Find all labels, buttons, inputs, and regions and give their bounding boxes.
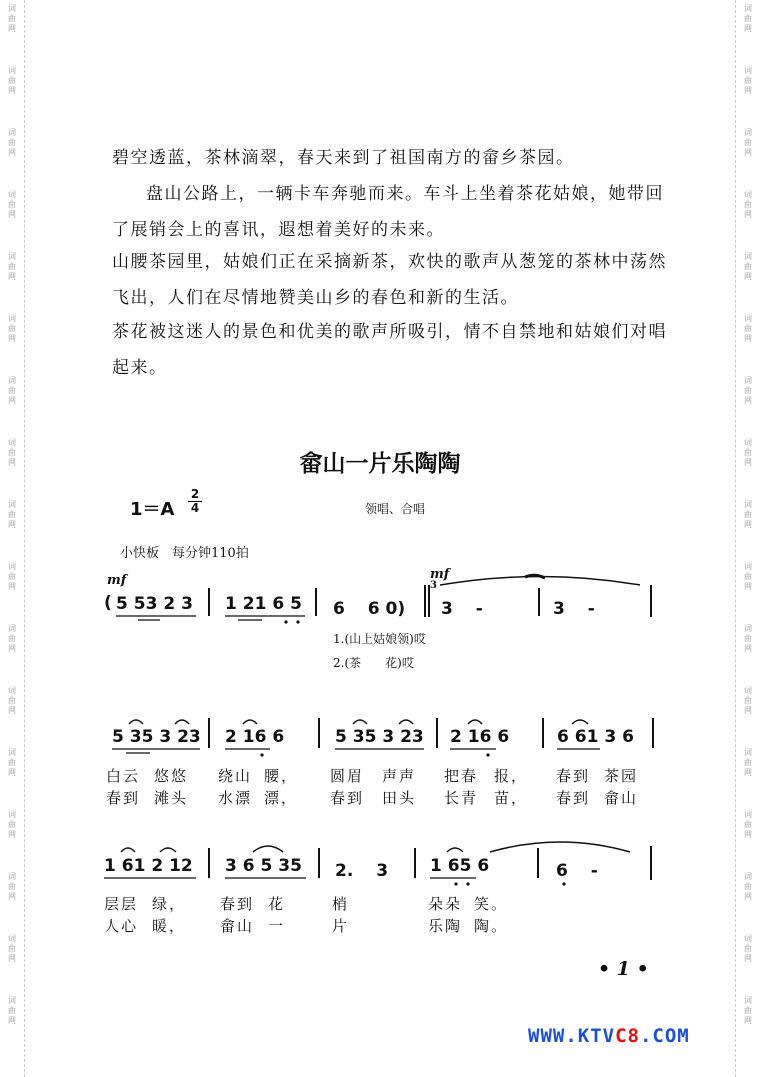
watermark-mark: 词 曲 网 (744, 314, 752, 343)
time-signature-top: 2 (188, 488, 202, 502)
watermark-mark: 词 曲 网 (8, 190, 16, 219)
measure-2-3: 5 35 3 23 (335, 727, 424, 747)
watermark-mark: 词 曲 网 (8, 252, 16, 281)
slur-arc (253, 846, 283, 852)
site-watermark-accent: C8 (615, 1025, 640, 1047)
watermark-mark: 词 曲 网 (8, 376, 16, 405)
lyric-3-2-2: 暖， (152, 917, 187, 935)
watermark-mark: 词 曲 网 (744, 128, 752, 157)
lyric-3-1-7: 笑。 (474, 895, 509, 913)
repeat-number: 3 (430, 580, 437, 591)
lyric-3-1-4: 花 (268, 895, 286, 913)
measure-2-2: 2 16 6 (225, 727, 285, 747)
tie-arc (440, 577, 640, 586)
key-signature: 1＝A (130, 499, 175, 520)
tie-arc (490, 842, 630, 852)
slur-mark (525, 575, 545, 578)
watermark-mark: 词 曲 网 (8, 500, 16, 529)
watermark-mark: 词 曲 网 (8, 624, 16, 653)
verse-role-1: 1.(山上姑娘领)哎 (333, 632, 426, 646)
measure-1-4: 3 - (441, 599, 483, 619)
watermark-mark: 词 曲 网 (8, 872, 16, 901)
slur-arc (468, 720, 482, 724)
lyric-2-2-4: 漂， (264, 789, 299, 807)
lyric-3-1-2: 绿， (152, 895, 187, 913)
intro-paragraph-1: 碧空透蓝，茶林滴翠，春天来到了祖国南方的畲乡茶园。 (112, 148, 575, 168)
watermark-mark: 词 曲 网 (8, 562, 16, 591)
site-watermark: WWW.KTVC8.COM (528, 1025, 690, 1047)
lyric-2-2-10: 畲山 (604, 789, 639, 807)
measure-3-4: 1 65 6 (430, 856, 490, 876)
slur-arc (399, 720, 413, 724)
watermark-mark: 词 曲 网 (744, 748, 752, 777)
lyric-3-1-3: 春到 (220, 895, 255, 913)
slur-arc (121, 848, 135, 852)
watermark-mark: 词 曲 网 (744, 624, 752, 653)
measure-3-1: 1 61 2 12 (104, 856, 193, 876)
measure-2-5: 6 61 3 6 (557, 727, 634, 747)
page-number: • 1 • (598, 958, 649, 980)
song-title: 畲山一片乐陶陶 (299, 451, 461, 477)
watermark-mark: 词 曲 网 (744, 438, 752, 467)
lyric-3-2-5: 片 (332, 917, 350, 935)
lyric-2-1-1: 白云 (106, 767, 141, 785)
watermark-mark: 词 曲 网 (8, 438, 16, 467)
watermark-mark: 词 曲 网 (8, 314, 16, 343)
watermark-mark: 词 曲 网 (744, 66, 752, 95)
watermark-mark: 词 曲 网 (744, 252, 752, 281)
watermark-mark: 词 曲 网 (744, 376, 752, 405)
dynamic-marking-2: mf (430, 567, 450, 582)
measure-1-3: 6 6 0) (333, 599, 406, 619)
watermark-mark: 词 曲 网 (744, 562, 752, 591)
lyric-2-2-9: 春到 (556, 789, 591, 807)
slur-arc (175, 720, 189, 724)
lyric-3-1-1: 层层 (104, 895, 139, 913)
tempo-marking: 小快板 每分钟110拍 (120, 546, 249, 561)
lyric-2-1-5: 圆眉 (330, 767, 365, 785)
lyric-2-1-4: 腰， (264, 767, 299, 785)
lyric-3-2-4: 一 (268, 917, 286, 935)
slur-arc (160, 848, 176, 852)
intro-paragraph-3: 山腰茶园里，姑娘们正在采摘新茶，欢快的歌声从葱笼的茶林中荡然飞出，人们在尽情地赞美山乡的春色和新的生活。 (112, 252, 667, 308)
watermark-mark: 词 曲 网 (8, 748, 16, 777)
watermark-mark: 词 曲 网 (8, 128, 16, 157)
lyric-2-2-3: 水漂 (218, 789, 253, 807)
lyric-3-2-6: 乐陶 (428, 917, 463, 935)
verse-role-2: 2.(茶 花)哎 (333, 656, 414, 670)
lyric-2-1-2: 悠悠 (154, 767, 189, 785)
lyric-2-2-1: 春到 (106, 789, 141, 807)
measure-1-5: 3 - (553, 599, 595, 619)
lyric-2-2-5: 春到 (330, 789, 365, 807)
slur-arc (243, 720, 257, 724)
slur-arc (447, 848, 463, 852)
measure-2-1: 5 35 3 23 (112, 727, 201, 747)
watermark-mark: 词 曲 网 (744, 500, 752, 529)
lyric-2-1-10: 茶园 (604, 767, 639, 785)
measure-1-2: 1 21 6 5 (225, 594, 302, 614)
watermark-mark: 词 曲 网 (8, 686, 16, 715)
watermark-mark: 词 曲 网 (744, 190, 752, 219)
watermark-mark: 词 曲 网 (744, 4, 752, 33)
lyric-3-1-5: 梢 (332, 895, 350, 913)
watermark-mark: 词 曲 网 (8, 810, 16, 839)
time-signature-bottom: 4 (190, 501, 200, 515)
measure-3-5: 6 - (556, 861, 598, 881)
measure-3-2: 3 6 5 35 (225, 856, 302, 876)
watermark-mark: 词 曲 网 (8, 4, 16, 33)
lyric-3-2-1: 人心 (104, 917, 139, 935)
lyric-3-2-3: 畲山 (220, 917, 255, 935)
watermark-mark: 词 曲 网 (8, 66, 16, 95)
measure-3-3: 2. 3 (335, 861, 389, 881)
watermark-mark: 词 曲 网 (744, 872, 752, 901)
lyric-2-1-9: 春到 (556, 767, 591, 785)
lyric-2-2-2: 滩头 (154, 789, 189, 807)
slur-arc (572, 720, 588, 724)
lyric-2-2-8: 苗， (494, 789, 529, 807)
lyric-3-2-7: 陶。 (474, 917, 509, 935)
watermark-mark: 词 曲 网 (744, 996, 752, 1025)
slur-arc (353, 720, 367, 724)
open-paren: ( (104, 593, 112, 613)
lyric-2-1-7: 把春 (444, 767, 479, 785)
lyric-2-1-6: 声声 (382, 767, 417, 785)
measure-2-4: 2 16 6 (450, 727, 510, 747)
intro-paragraph-2: 盘山公路上，一辆卡车奔驰而来。车斗上坐着茶花姑娘，她带回了展销会上的喜讯，遐想着美好的未来。 (112, 184, 664, 240)
lyric-2-1-8: 报， (494, 767, 529, 785)
lyric-2-1-3: 绕山 (218, 767, 253, 785)
watermark-mark: 词 曲 网 (8, 934, 16, 963)
lyric-3-1-6: 朵朵 (428, 895, 463, 913)
intro-paragraph-4: 茶花被这迷人的景色和优美的歌声所吸引，情不自禁地和姑娘们对唱起来。 (112, 322, 667, 378)
dynamic-marking: mf (107, 573, 127, 588)
lyric-2-2-7: 长青 (444, 789, 479, 807)
watermark-mark: 词 曲 网 (8, 996, 16, 1025)
watermark-mark: 词 曲 网 (744, 686, 752, 715)
watermark-mark: 词 曲 网 (744, 810, 752, 839)
lyric-2-2-6: 田头 (382, 789, 417, 807)
performance-note: 领唱、合唱 (365, 502, 426, 516)
measure-1-1: 5 53 2 3 (116, 594, 193, 614)
watermark-mark: 词 曲 网 (744, 934, 752, 963)
slur-arc (129, 720, 143, 724)
